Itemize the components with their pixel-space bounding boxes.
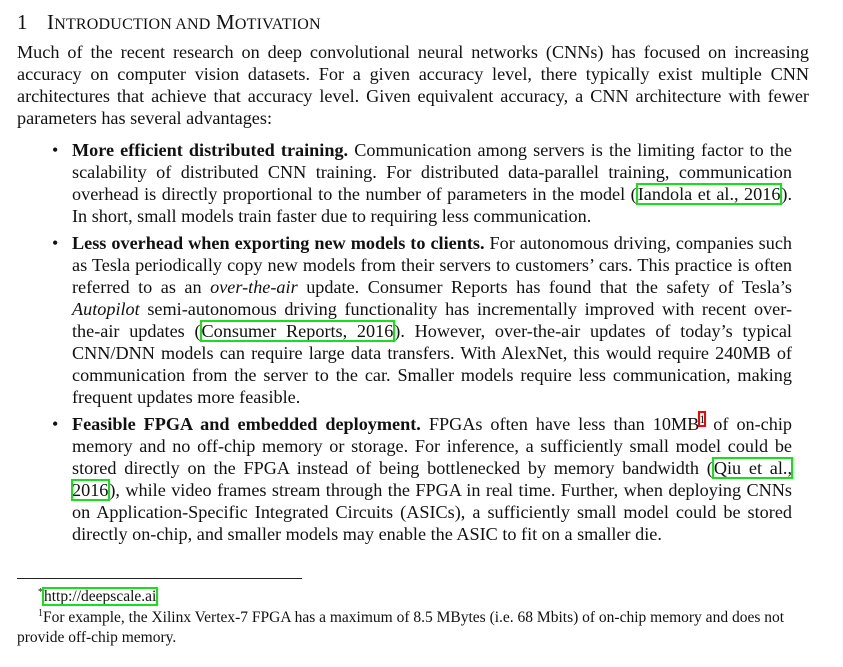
citation-link[interactable]: Consumer Reports, 2016 — [201, 321, 394, 341]
item-heading: Feasible FPGA and embedded deployment. — [72, 414, 421, 434]
footnote-divider — [17, 578, 302, 579]
list-item: • Feasible FPGA and embedded deployment. FPGAs often have less than 10MB$^1$ of on-chip memory and no off-chip memory or storage. For inference, a sufficiently small model could be stored directly on the FPGA instead of being bottlenecked by memory bandwidth (Qiu et al., 2016), while video frames stream through the FPGA in real time. Further, when deploying CNNs on Application-Specific Integrated Circuits (ASICs), a sufficiently small model could be stored directly on-chip, and smaller models may enable the ASIC to fit on a smaller die. — [52, 411, 792, 544]
advantages-list — [50, 139, 792, 545]
footnote-star: *http://deepscale.ai — [38, 587, 157, 606]
item-heading: More efficient distributed training. — [72, 140, 349, 160]
citation-link[interactable]: Qiu et al., 2016 — [72, 458, 792, 500]
list-item: • More efficient distributed training. Communication among servers is the limiting factor to the scalability of distributed CNN training. For distributed data-parallel training, communication overhead is directly proportional to the number of parameters in the model (Iandola et al., 2016). In short, small models train faster due to requiring less communication. — [52, 140, 793, 226]
bullet-icon: • — [52, 140, 59, 160]
footnote-ref-link[interactable]: 1 — [699, 411, 706, 426]
paper-page — [17, 8, 809, 129]
section-number: 1 — [17, 10, 28, 34]
list-item: • Less overhead when exporting new models to clients. For autonomous driving, companies such as Tesla periodically copy new models from their servers to customers’ cars. This practice is often referred to as an over-the-air update. Consumer Reports has found that the safety of Tesla’s Autopilot semi-autonomous driving functionality has incrementally improved with recent over-the-air updates (Consumer Reports, 2016). However, over-the-air updates of today’s typical CNN/DNN models can require large data transfers. With AlexNet, this would require 240MB of communication from the server to the car. Smaller models require less communication, making frequent updates more feasible. — [52, 233, 793, 407]
bullet-icon: • — [52, 414, 59, 434]
footnote-one: $^1$For example, the Xilinx Vertex-7 FPGA has a maximum of 8.5 MBytes (i.e. 68 Mbits) of on-chip memory and does not provide off-chip memory. — [17, 608, 785, 647]
deepscale-url-link[interactable]: http://deepscale.ai — [44, 588, 157, 606]
item-heading: Less overhead when exporting new models to clients. — [72, 233, 485, 253]
section-heading: 1 INTRODUCTION AND MOTIVATION — [17, 10, 321, 34]
intro-paragraph: Much of the recent research on deep convolutional neural networks (CNNs) has focused on increasing accuracy on computer vision datasets. For a given accuracy level, there typically exist multiple CNN architectures that achieve that accuracy level. Given equivalent accuracy, a CNN architecture with fewer parameters has several advantages: — [17, 42, 809, 128]
bullet-icon: • — [52, 233, 59, 253]
citation-link[interactable]: Iandola et al., 2016 — [637, 184, 781, 204]
